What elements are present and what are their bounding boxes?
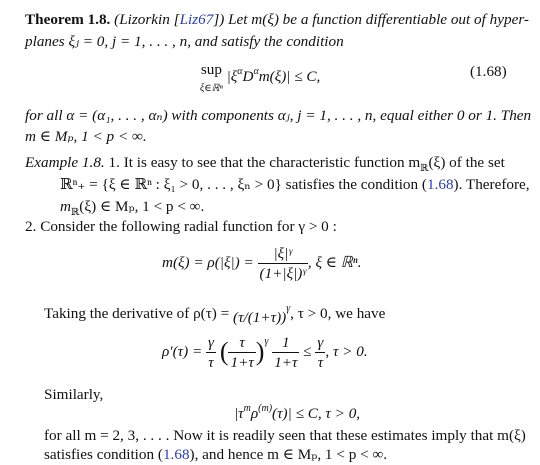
radial-numerator: |ξ|ᵞ <box>258 244 308 264</box>
derivative-text-b: (τ/(1+τ)) <box>233 309 287 326</box>
rho-frac-3 <box>272 333 299 372</box>
rho-tail: , τ > 0. <box>325 343 368 360</box>
example-label: Example 1.8. <box>25 154 105 171</box>
final-text-a: satisfies condition ( <box>44 446 163 463</box>
tm-a: |τ <box>234 405 244 422</box>
rho-pow: γ <box>264 336 269 347</box>
final-text-b: ), and hence m ∈ Mₚ, 1 < p < ∞. <box>189 446 388 463</box>
example-text-2b: ). Therefore, <box>453 176 530 193</box>
rho-frac-1-num: γ <box>208 334 215 352</box>
tm-equation <box>234 398 360 424</box>
rho-lhs: ρ′(τ) = <box>162 343 203 360</box>
rho-le: ≤ <box>299 343 316 360</box>
rho-frac-2-den: 1+τ <box>230 354 254 372</box>
equation-number-1-68: (1.68) <box>470 63 507 80</box>
rho-frac-4 <box>315 333 325 372</box>
rho-frac-2-num: τ <box>228 333 255 353</box>
eq-sup-operator: sup <box>200 61 222 78</box>
radial-tail: , ξ ∈ ℝⁿ. <box>307 253 362 271</box>
tm-m: m <box>243 403 251 414</box>
rho-frac-2 <box>228 333 255 372</box>
radial-denominator: (1+|ξ|)ᵞ <box>259 265 306 282</box>
rho-frac-4-num: γ <box>317 334 324 352</box>
theorem-end-line-2: m ∈ Mₚ, 1 < p < ∞. <box>25 128 147 145</box>
example-text-2a: ℝⁿ₊ = {ξ ∈ ℝⁿ : ξ₁ > 0, . . . , ξₙ > 0} satisfies the condition ( <box>60 176 427 193</box>
example-sub-3: ℝ <box>70 207 80 218</box>
example-text-3b: (ξ) ∈ Mₚ, 1 < p < ∞. <box>79 198 205 215</box>
derivative-sup: γ <box>286 303 291 314</box>
tm-b: ρ <box>250 405 259 422</box>
eq-tail: m(ξ)| ≤ C, <box>258 68 321 85</box>
theorem-label: Theorem 1.8. <box>25 11 111 28</box>
radial-fraction <box>258 244 308 283</box>
eq-sup-subscript: ξ∈ℝⁿ <box>200 83 223 94</box>
paren-close: ) <box>255 337 265 366</box>
tm-sup: (m) <box>258 403 273 414</box>
theorem-end-line-1: for all α = (α₁, . . . , αₙ) with components αⱼ, j = 1, . . . , n, equal either 0 or 1. Then <box>25 107 532 124</box>
radial-equation <box>162 244 361 283</box>
rho-frac-1 <box>206 333 216 372</box>
derivative-text-a: Taking the derivative of ρ(τ) = <box>44 305 234 322</box>
rho-equation <box>162 332 368 372</box>
eq-body: |ξ <box>226 68 238 85</box>
theorem-cite-open: (Lizorkin [ <box>114 11 180 28</box>
example-line-2 <box>60 174 530 195</box>
radial-lhs: m(ξ) = ρ(|ξ|) = <box>162 253 254 271</box>
final-line-2 <box>44 444 387 465</box>
paren-open: ( <box>219 337 229 366</box>
example-text-3: m <box>60 198 71 215</box>
similarly-text: Similarly, <box>44 386 104 403</box>
eq-alpha-2: α <box>253 66 259 77</box>
example-text-1: 1. It is easy to see that the characteristic function m <box>104 154 421 171</box>
theorem-line-2: planes ξⱼ = 0, j = 1, . . . , n, and satisfy the condition <box>25 33 344 50</box>
derivative-text-c: , τ > 0, we have <box>290 305 386 322</box>
tm-c: (τ)| ≤ C, τ > 0, <box>272 405 361 422</box>
derivative-text <box>44 298 385 328</box>
theorem-line-1 <box>25 9 529 30</box>
eq-alpha-1: α <box>237 66 243 77</box>
equation-1-68 <box>200 61 320 97</box>
theorem-text-1: Let m(ξ) be a function differentiable out of hyper- <box>224 11 529 28</box>
rho-frac-3-den: 1+τ <box>274 354 298 372</box>
example-sub-1: ℝ <box>420 163 429 174</box>
equation-ref-link-2[interactable]: 1.68 <box>162 446 190 463</box>
rho-frac-4-den: τ <box>317 354 324 372</box>
final-line-1: for all m = 2, 3, . . . . Now it is readily seen that these estimates imply that m(ξ) <box>44 427 526 444</box>
theorem-cite-close: ]) <box>213 11 225 28</box>
eq-operator: D <box>242 68 254 85</box>
example-text-1b: (ξ) of the set <box>428 154 505 171</box>
equation-ref-link-1[interactable]: 1.68 <box>426 176 454 193</box>
citation-link[interactable]: Liz67 <box>179 11 214 28</box>
rho-frac-1-den: τ <box>208 354 214 372</box>
rho-frac-3-num: 1 <box>272 333 299 353</box>
example-item-2: 2. Consider the following radial function for γ > 0 : <box>25 218 337 235</box>
